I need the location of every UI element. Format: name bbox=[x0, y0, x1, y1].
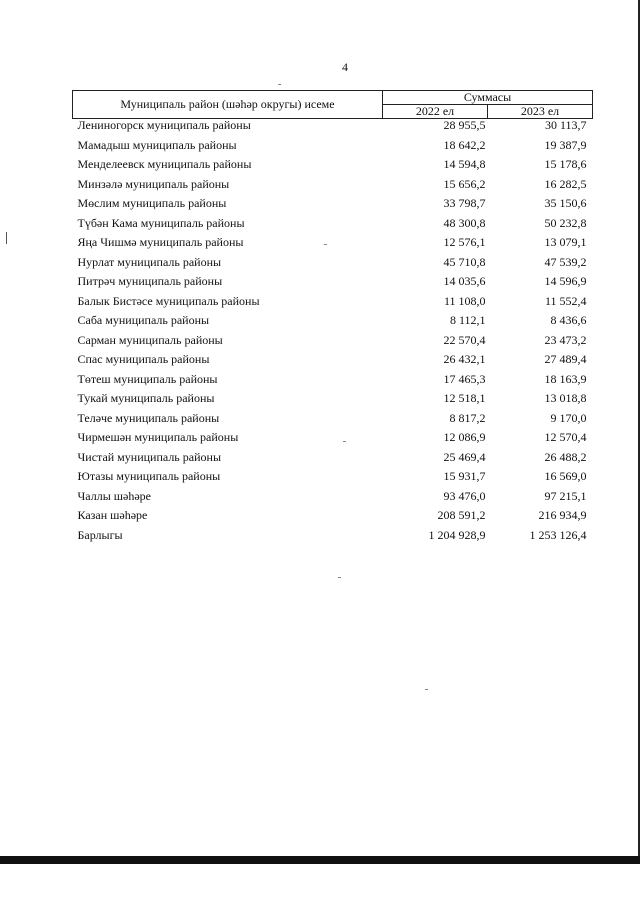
district-name-cell: Теләче муниципаль районы bbox=[77, 410, 220, 425]
scan-speck bbox=[338, 577, 341, 578]
table-row bbox=[73, 275, 593, 295]
value-2022-cell: 15 656,2 bbox=[443, 176, 486, 191]
value-2022-cell: 45 710,8 bbox=[443, 254, 486, 269]
district-name-cell: Мөслим муниципаль районы bbox=[77, 196, 227, 210]
value-2022-cell: 93 476,0 bbox=[443, 488, 486, 503]
scan-speck bbox=[278, 84, 281, 85]
district-name-cell: Чирмешән муниципаль районы bbox=[77, 430, 239, 444]
scan-bottom-bar bbox=[0, 856, 640, 864]
scan-speck bbox=[343, 441, 346, 442]
table-row bbox=[73, 470, 593, 490]
table-row bbox=[73, 139, 593, 159]
value-2023-cell: 97 215,1 bbox=[544, 488, 587, 503]
value-2022-cell: 14 035,6 bbox=[443, 274, 486, 288]
value-2023-cell: 50 232,8 bbox=[544, 215, 587, 230]
value-2023-cell: 16 569,0 bbox=[544, 469, 587, 483]
table-row bbox=[73, 236, 593, 256]
value-2023-cell: 12 570,4 bbox=[544, 430, 587, 444]
table-row bbox=[73, 197, 593, 217]
value-2022-cell: 26 432,1 bbox=[443, 352, 486, 366]
value-2023-cell: 23 473,2 bbox=[544, 332, 587, 347]
table-row bbox=[73, 509, 593, 529]
scan-mark bbox=[6, 232, 7, 244]
value-2022-cell: 1 204 928,9 bbox=[428, 527, 486, 542]
header-year-2022: 2022 ел bbox=[383, 105, 488, 119]
value-2023-cell: 11 552,4 bbox=[544, 293, 587, 308]
table-row bbox=[73, 119, 593, 139]
value-2022-cell: 17 465,3 bbox=[443, 371, 486, 386]
district-name-cell: Менделеевск муниципаль районы bbox=[77, 157, 252, 171]
table-row bbox=[73, 529, 593, 549]
value-2022-cell: 12 518,1 bbox=[443, 391, 486, 405]
value-2023-cell: 26 488,2 bbox=[544, 449, 587, 464]
district-name-cell: Сарман муниципаль районы bbox=[77, 332, 223, 347]
district-name-cell: Казан шәһәре bbox=[77, 508, 148, 522]
page-number: 4 bbox=[342, 60, 348, 74]
district-name-cell: Төтеш муниципаль районы bbox=[77, 371, 218, 386]
value-2022-cell: 18 642,2 bbox=[443, 137, 486, 152]
district-name-cell: Чаллы шәһәре bbox=[77, 488, 151, 503]
district-name-cell: Минзәлә муниципаль районы bbox=[77, 176, 230, 191]
district-name-cell: Питрәч муниципаль районы bbox=[77, 274, 223, 288]
table-row bbox=[73, 158, 593, 178]
value-2022-cell: 22 570,4 bbox=[443, 332, 486, 347]
table-row bbox=[73, 178, 593, 198]
value-2023-cell: 27 489,4 bbox=[544, 352, 587, 366]
table-row bbox=[73, 295, 593, 315]
table-row bbox=[73, 490, 593, 510]
value-2023-cell: 30 113,7 bbox=[544, 118, 587, 132]
value-2023-cell: 216 934,9 bbox=[538, 508, 587, 522]
value-2023-cell: 8 436,6 bbox=[550, 313, 587, 327]
value-2022-cell: 208 591,2 bbox=[437, 508, 486, 522]
table-row bbox=[73, 256, 593, 276]
table-row bbox=[73, 451, 593, 471]
value-2023-cell: 13 018,8 bbox=[544, 391, 587, 405]
value-2023-cell: 18 163,9 bbox=[544, 371, 587, 386]
value-2023-cell: 1 253 126,4 bbox=[529, 527, 587, 542]
district-name-cell: Спас муниципаль районы bbox=[77, 352, 210, 366]
district-name-cell: Саба муниципаль районы bbox=[77, 313, 210, 327]
district-name-cell: Тукай муниципаль районы bbox=[77, 391, 215, 405]
value-2023-cell: 35 150,6 bbox=[544, 196, 587, 210]
district-name-cell: Чистай муниципаль районы bbox=[77, 449, 222, 464]
value-2022-cell: 8 112,1 bbox=[449, 313, 486, 327]
value-2023-cell: 15 178,6 bbox=[544, 157, 587, 171]
district-name-cell: Ютазы муниципаль районы bbox=[77, 469, 221, 483]
table-row bbox=[73, 373, 593, 393]
table-row bbox=[73, 431, 593, 451]
value-2022-cell: 14 594,8 bbox=[443, 157, 486, 171]
value-2023-cell: 19 387,9 bbox=[544, 137, 587, 152]
district-name-cell: Балык Бистәсе муниципаль районы bbox=[77, 293, 260, 308]
table-row bbox=[73, 392, 593, 412]
table-row bbox=[73, 334, 593, 354]
table-header bbox=[73, 91, 593, 119]
value-2022-cell: 48 300,8 bbox=[443, 215, 486, 230]
value-2022-cell: 33 798,7 bbox=[443, 196, 486, 210]
district-name-cell: Мамадыш муниципаль районы bbox=[77, 137, 237, 152]
value-2023-cell: 47 539,2 bbox=[544, 254, 587, 269]
value-2022-cell: 12 086,9 bbox=[443, 430, 486, 444]
value-2022-cell: 12 576,1 bbox=[443, 235, 486, 249]
value-2022-cell: 8 817,2 bbox=[449, 410, 486, 425]
value-2023-cell: 13 079,1 bbox=[544, 235, 587, 249]
district-name-cell: Нурлат муниципаль районы bbox=[77, 254, 222, 269]
scan-speck bbox=[425, 689, 428, 690]
scan-speck bbox=[324, 244, 327, 245]
table-row bbox=[73, 353, 593, 373]
header-sum: Суммасы bbox=[383, 91, 593, 105]
district-name-cell: Барлыгы bbox=[77, 527, 123, 542]
budget-table bbox=[72, 90, 593, 548]
table-row bbox=[73, 412, 593, 432]
value-2022-cell: 25 469,4 bbox=[443, 449, 486, 464]
header-district-name: Муниципаль район (шәһәр округы) исеме bbox=[73, 91, 383, 119]
value-2022-cell: 15 931,7 bbox=[443, 469, 486, 483]
value-2022-cell: 11 108,0 bbox=[443, 293, 486, 308]
value-2023-cell: 14 596,9 bbox=[544, 274, 587, 288]
value-2023-cell: 9 170,0 bbox=[550, 410, 587, 425]
table-row bbox=[73, 217, 593, 237]
district-name-cell: Түбән Кама муниципаль районы bbox=[77, 215, 245, 230]
table-body bbox=[73, 119, 593, 549]
district-name-cell: Яңа Чишмә муниципаль районы bbox=[77, 235, 244, 249]
table-row bbox=[73, 314, 593, 334]
value-2022-cell: 28 955,5 bbox=[443, 118, 486, 132]
header-year-2023: 2023 ел bbox=[488, 105, 593, 119]
value-2023-cell: 16 282,5 bbox=[544, 176, 587, 191]
district-name-cell: Лениногорск муниципаль районы bbox=[77, 118, 251, 132]
